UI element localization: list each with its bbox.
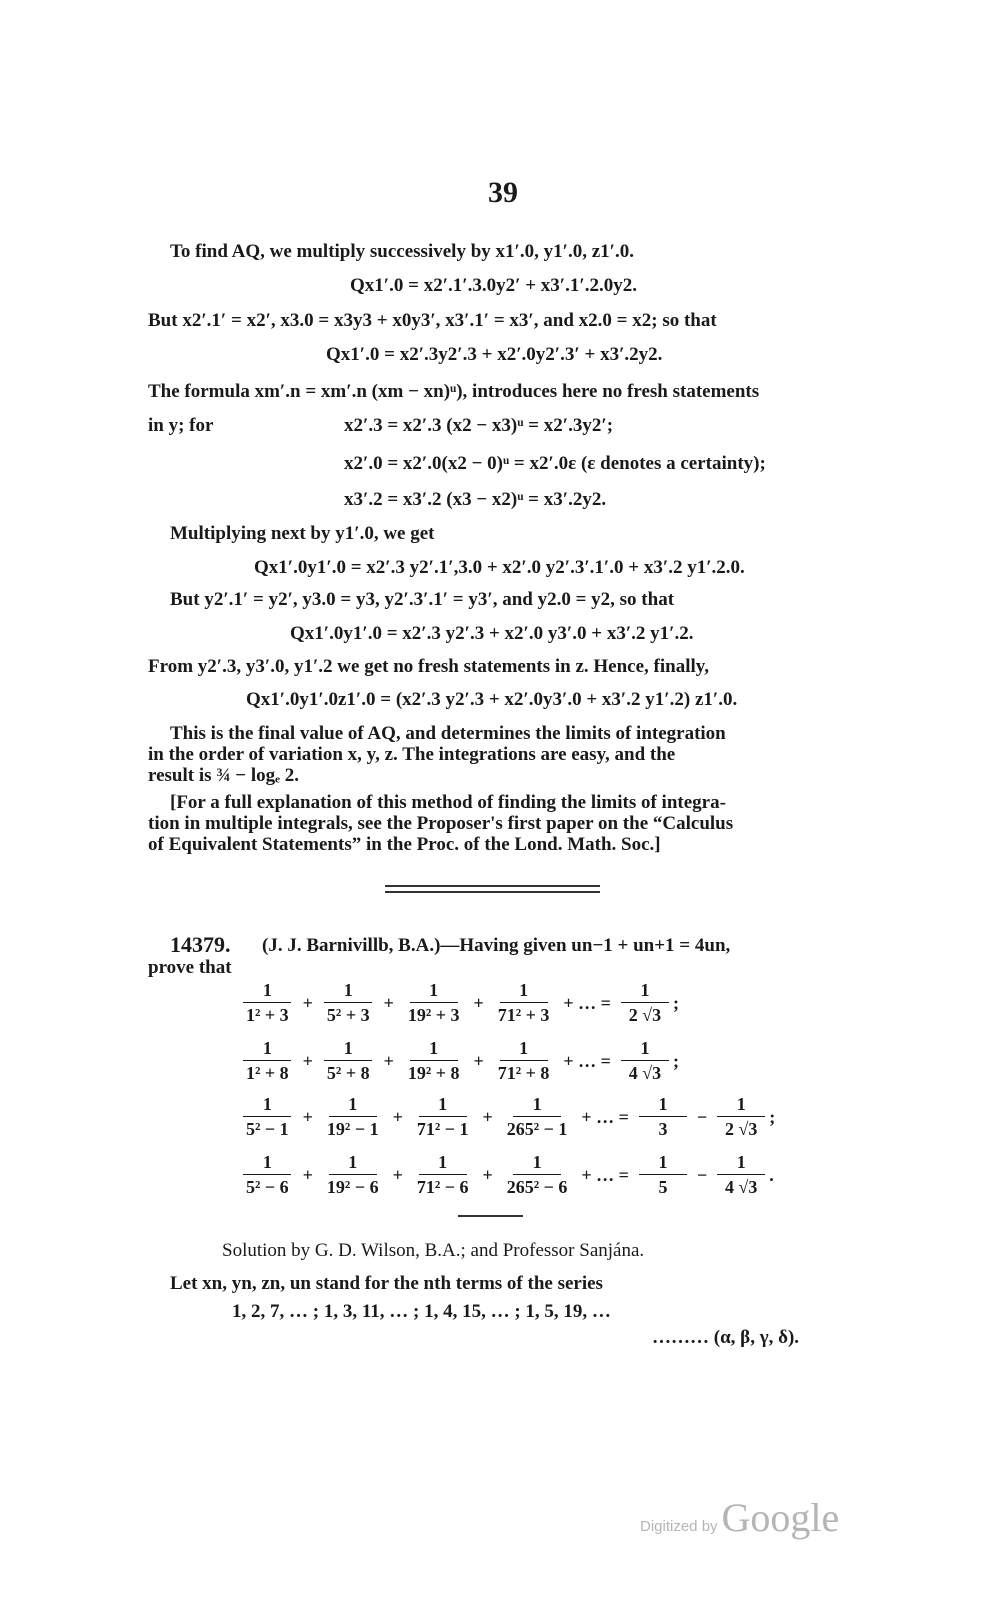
section-divider — [385, 891, 600, 893]
fraction — [503, 1094, 572, 1140]
operator: + … = — [581, 1106, 629, 1127]
fraction-denominator: 19² + 3 — [407, 1005, 460, 1025]
text-line: Multiplying next by y1′.0, we get — [170, 523, 435, 544]
fraction-numerator: 1 — [500, 980, 548, 1003]
series-row — [238, 980, 679, 1026]
problem-number: 14379. — [170, 932, 231, 957]
operator: + — [473, 992, 484, 1013]
fraction-numerator: 1 — [500, 1038, 548, 1061]
watermark-logo: Google — [721, 1495, 840, 1540]
fraction-numerator: 1 — [419, 1094, 467, 1117]
fraction-denominator: 19² + 8 — [407, 1063, 460, 1083]
operator: + — [392, 1106, 403, 1127]
fraction — [639, 1094, 687, 1140]
fraction-numerator: 1 — [410, 980, 458, 1003]
equation: Qx1′.0y1′.0 = x2′.3 y2′.3 + x2′.0 y3′.0 + x3′.2 y1′.2. — [290, 623, 694, 644]
text-line: prove that — [148, 957, 232, 978]
fraction-numerator: 1 — [324, 1038, 372, 1061]
series-row — [238, 1152, 774, 1198]
operator: + — [482, 1164, 493, 1185]
fraction — [323, 980, 374, 1026]
fraction-numerator: 1 — [243, 980, 291, 1003]
equation: Qx1′.0y1′.0 = x2′.3 y2′.1′,3.0 + x2′.0 y2′.3′.1′.0 + x3′.2 y1′.2.0. — [254, 557, 745, 578]
series-row — [238, 1038, 679, 1084]
text-line: But x2′.1′ = x2′, x3.0 = x3y3 + x0y3′, x3′.1′ = x3′, and x2.0 = x2; so that — [148, 310, 717, 331]
punctuation: ; — [672, 992, 679, 1013]
fraction-numerator: 1 — [717, 1152, 765, 1175]
fraction-denominator: 1² + 3 — [246, 1005, 289, 1025]
text-line: From y2′.3, y3′.0, y1′.2 we get no fresh statements in z. Hence, finally, — [148, 656, 709, 677]
fraction — [413, 1152, 473, 1198]
fraction-numerator: 1 — [324, 980, 372, 1003]
fraction — [242, 1038, 293, 1084]
series-row — [238, 1094, 775, 1140]
fraction-denominator: 265² − 6 — [506, 1177, 568, 1197]
text-line: 1, 2, 7, … ; 1, 3, 11, … ; 1, 4, 15, … ; 1, 5, 19, … — [232, 1301, 611, 1322]
fraction-denominator: 71² + 3 — [497, 1005, 550, 1025]
fraction-numerator: 1 — [410, 1038, 458, 1061]
page-number: 39 — [488, 176, 518, 209]
operator: + — [383, 992, 394, 1013]
fraction-denominator: 3 — [658, 1119, 668, 1139]
operator: + — [302, 1050, 313, 1071]
text-line: tion in multiple integrals, see the Proposer's first paper on the “Calculus — [148, 813, 734, 834]
fraction — [503, 1152, 572, 1198]
punctuation: ; — [672, 1050, 679, 1071]
fraction-denominator: 71² − 1 — [416, 1119, 469, 1139]
fraction-numerator: 1 — [329, 1094, 377, 1117]
fraction — [413, 1094, 473, 1140]
fraction — [323, 1038, 374, 1084]
fraction-numerator: 1 — [621, 980, 669, 1003]
fraction-numerator: 1 — [243, 1152, 291, 1175]
operator: + … = — [563, 1050, 611, 1071]
fraction — [404, 1038, 464, 1084]
operator: + … = — [581, 1164, 629, 1185]
fraction-denominator: 71² − 6 — [416, 1177, 469, 1197]
fraction-numerator: 1 — [621, 1038, 669, 1061]
equation: Qx1′.0 = x2′.3y2′.3 + x2′.0y2′.3′ + x3′.2y2. — [326, 344, 663, 365]
fraction — [404, 980, 464, 1026]
operator: + — [482, 1106, 493, 1127]
fraction — [323, 1152, 383, 1198]
text-line: This is the final value of AQ, and determines the limits of integration — [170, 723, 726, 744]
punctuation: . — [769, 1164, 774, 1185]
fraction — [242, 980, 293, 1026]
operator: − — [696, 1106, 708, 1127]
fraction-denominator: 4 √3 — [725, 1177, 758, 1197]
solution-byline: Solution by G. D. Wilson, B.A.; and Professor Sanjána. — [222, 1240, 645, 1261]
fraction-denominator: 5² − 6 — [246, 1177, 289, 1197]
fraction-numerator: 1 — [419, 1152, 467, 1175]
operator: + — [473, 1050, 484, 1071]
operator: + — [392, 1164, 403, 1185]
watermark-small: Digitized by — [640, 1518, 718, 1535]
fraction-numerator: 1 — [513, 1152, 561, 1175]
operator: + — [383, 1050, 394, 1071]
fraction-denominator: 5 — [658, 1177, 668, 1197]
text-line: ……… (α, β, γ, δ). — [652, 1327, 800, 1348]
fraction — [717, 1152, 765, 1198]
fraction — [242, 1094, 293, 1140]
operator: + — [302, 1106, 313, 1127]
text-line: in y; for — [148, 415, 214, 436]
fraction-numerator: 1 — [243, 1038, 291, 1061]
fraction — [621, 980, 669, 1026]
fraction-denominator: 4 √3 — [628, 1063, 662, 1083]
text-line: result is ¾ − logₑ 2. — [148, 765, 300, 786]
text-line: To find AQ, we multiply successively by x1′.0, y1′.0, z1′.0. — [170, 241, 634, 262]
text-line: But y2′.1′ = y2′, y3.0 = y3, y2′.3′.1′ = y3′, and y2.0 = y2, so that — [170, 589, 675, 610]
fraction-denominator: 2 √3 — [628, 1005, 662, 1025]
operator: + — [302, 992, 313, 1013]
text-line: Let xn, yn, zn, un stand for the nth terms of the series — [170, 1273, 603, 1294]
text-line: The formula xm′.n = xm′.n (xm − xn)ᵘ), introduces here no fresh statements — [148, 381, 760, 402]
text-line: [For a full explanation of this method of finding the limits of integra- — [170, 792, 726, 813]
fraction-denominator: 71² + 8 — [497, 1063, 550, 1083]
section-divider — [385, 885, 600, 887]
fraction-denominator: 5² + 3 — [326, 1005, 370, 1025]
fraction-numerator: 1 — [329, 1152, 377, 1175]
solution-divider — [458, 1215, 523, 1217]
fraction — [621, 1038, 669, 1084]
equation: Qx1′.0 = x2′.1′.3.0y2′ + x3′.1′.2.0y2. — [350, 275, 637, 296]
fraction — [639, 1152, 687, 1198]
punctuation: ; — [769, 1106, 776, 1127]
fraction-numerator: 1 — [513, 1094, 561, 1117]
fraction-numerator: 1 — [243, 1094, 291, 1117]
fraction-denominator: 1² + 8 — [246, 1063, 289, 1083]
fraction-denominator: 19² − 6 — [326, 1177, 379, 1197]
digitized-watermark — [640, 1494, 839, 1541]
fraction-denominator: 265² − 1 — [506, 1119, 568, 1139]
fraction — [323, 1094, 383, 1140]
fraction-numerator: 1 — [639, 1152, 687, 1175]
fraction-denominator: 19² − 1 — [326, 1119, 379, 1139]
fraction-denominator: 5² + 8 — [326, 1063, 370, 1083]
operator: − — [696, 1164, 708, 1185]
equation: x3′.2 = x3′.2 (x3 − x2)ᵘ = x3′.2y2. — [344, 489, 607, 510]
problem-header: (J. J. Barnivillb, B.A.)—Having given un−1 + un+1 = 4un, — [262, 935, 731, 956]
fraction — [494, 1038, 554, 1084]
fraction — [494, 980, 554, 1026]
fraction-numerator: 1 — [717, 1094, 765, 1117]
text-line: in the order of variation x, y, z. The integrations are easy, and the — [148, 744, 676, 765]
fraction — [242, 1152, 293, 1198]
equation: x2′.3 = x2′.3 (x2 − x3)ᵘ = x2′.3y2′; — [344, 415, 614, 436]
fraction-denominator: 2 √3 — [725, 1119, 758, 1139]
equation: Qx1′.0y1′.0z1′.0 = (x2′.3 y2′.3 + x2′.0y3′.0 + x3′.2 y1′.2) z1′.0. — [246, 689, 738, 710]
text-line: of Equivalent Statements” in the Proc. of the Lond. Math. Soc.] — [148, 834, 661, 855]
operator: + … = — [563, 992, 611, 1013]
operator: + — [302, 1164, 313, 1185]
equation: x2′.0 = x2′.0(x2 − 0)ᵘ = x2′.0ε (ε denotes a certainty); — [344, 453, 766, 474]
fraction-numerator: 1 — [639, 1094, 687, 1117]
fraction-denominator: 5² − 1 — [246, 1119, 289, 1139]
fraction — [717, 1094, 765, 1140]
